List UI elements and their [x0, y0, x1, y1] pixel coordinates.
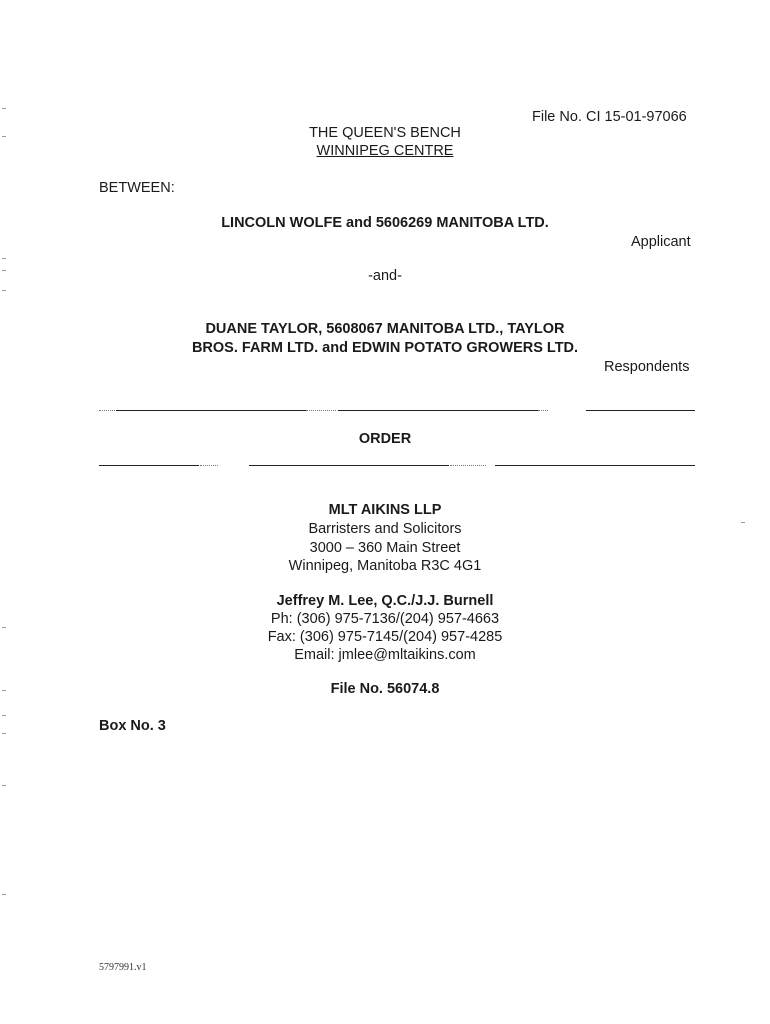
rule-bottom-segment-1 [99, 465, 199, 466]
rule-top-segment-1 [116, 410, 306, 411]
scan-mark [741, 522, 745, 523]
firm-type: Barristers and Solicitors [308, 521, 462, 537]
and-label: -and- [368, 268, 402, 284]
scan-mark [2, 733, 6, 734]
respondents-line-1: DUANE TAYLOR, 5608067 MANITOBA LTD., TAYLOR [205, 321, 565, 337]
scan-mark [2, 270, 6, 271]
firm-name: MLT AIKINS LLP [328, 502, 442, 518]
rule-top-dots-c [538, 410, 548, 411]
court-centre: WINNIPEG CENTRE [316, 143, 454, 159]
footer-document-id: 5797991.v1 [99, 962, 147, 973]
applicant-names: LINCOLN WOLFE and 5606269 MANITOBA LTD. [221, 215, 549, 231]
court-file-number: File No. CI 15-01-97066 [532, 109, 687, 125]
counsel-fax: Fax: (306) 975-7145/(204) 957-4285 [267, 629, 503, 645]
scan-mark [2, 627, 6, 628]
scan-mark [2, 785, 6, 786]
firm-address-line-2: Winnipeg, Manitoba R3C 4G1 [288, 558, 482, 574]
between-label: BETWEEN: [99, 180, 175, 196]
document-title: ORDER [358, 431, 412, 447]
rule-bottom-segment-3 [495, 465, 695, 466]
rule-bottom-segment-2 [249, 465, 449, 466]
rule-bottom-dots-a [200, 465, 218, 466]
box-number: Box No. 3 [99, 718, 166, 734]
court-name: THE QUEEN'S BENCH [309, 125, 461, 141]
respondents-role: Respondents [604, 359, 690, 375]
scan-mark [2, 690, 6, 691]
counsel-email: Email: jmlee@mltaikins.com [294, 647, 476, 663]
counsel-phone: Ph: (306) 975-7136/(204) 957-4663 [270, 611, 500, 627]
scan-mark [2, 894, 6, 895]
rule-top-dots-a [99, 410, 115, 411]
rule-top-segment-2 [338, 410, 538, 411]
counsel-names: Jeffrey M. Lee, Q.C./J.J. Burnell [276, 593, 494, 609]
applicant-role: Applicant [631, 234, 691, 250]
rule-top-segment-3 [586, 410, 695, 411]
firm-address-line-1: 3000 – 360 Main Street [309, 540, 461, 556]
rule-top-dots-b [306, 410, 336, 411]
scan-mark [2, 258, 6, 259]
rule-bottom-dots-b [450, 465, 486, 466]
scan-mark [2, 715, 6, 716]
respondents-line-2: BROS. FARM LTD. and EDWIN POTATO GROWERS LTD. [191, 340, 579, 356]
scan-mark [2, 290, 6, 291]
scan-mark [2, 136, 6, 137]
firm-file-number: File No. 56074.8 [330, 681, 440, 697]
scan-mark [2, 108, 6, 109]
